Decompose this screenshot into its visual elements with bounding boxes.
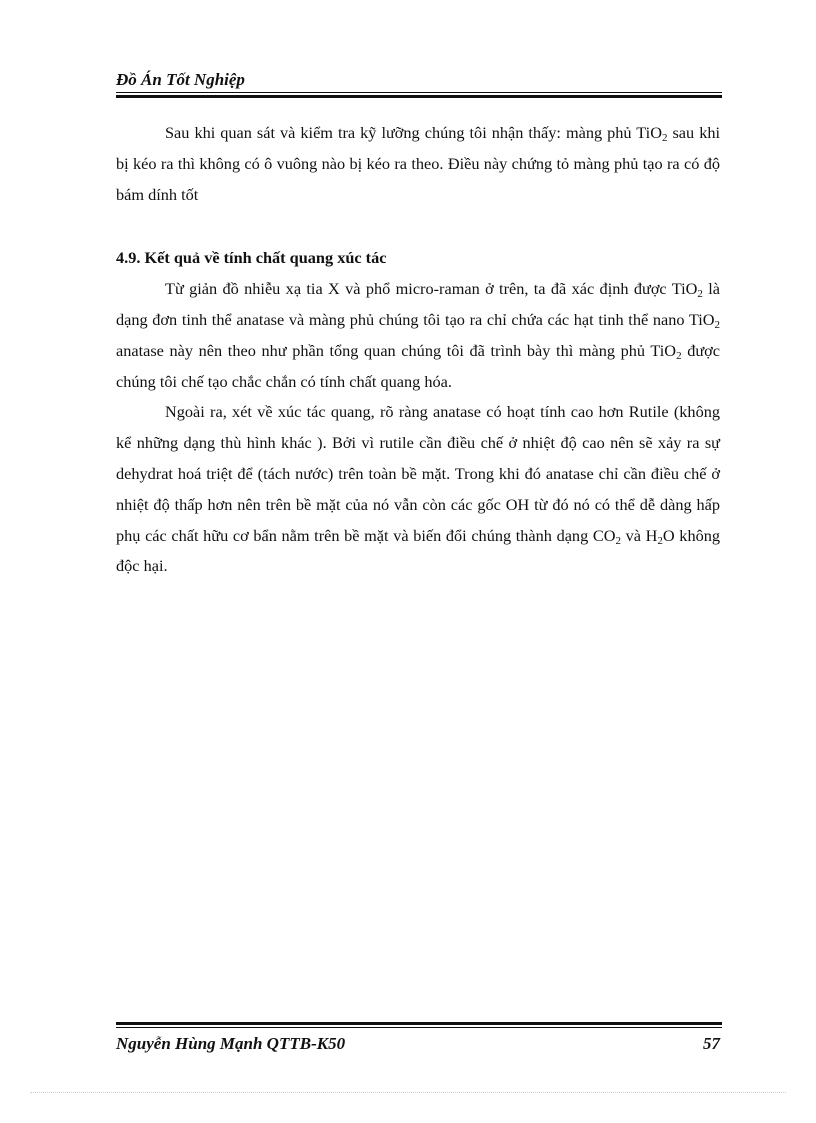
header-rule-bottom — [116, 95, 722, 98]
text-run: O không độc hại. — [116, 525, 721, 576]
text-run: anatase này nên theo như phần tổng quan chúng tôi đã trình bày thì màng phủ TiO — [116, 340, 677, 360]
page-body — [116, 118, 720, 582]
subscript: 2 — [697, 288, 703, 301]
section-heading: 4.9. Kết quả về tính chất quang xúc tác — [116, 248, 387, 268]
footer-rule-bottom — [116, 1027, 722, 1028]
paragraph-adhesion — [116, 118, 720, 210]
text-run: Ngoài ra, xét về xúc tác quang, rõ ràng anatase có hoạt tính cao hơn Rutile (không kể những dạng thù hình khác ). Bởi vì rutile cần điều chế ở nhiệt độ cao nên sẽ xảy ra sự dehydrat hoá triệt để (tách nước) trên toàn bề mặt. Trong khi đó anatase chỉ cần điều chế ở nhiệt độ thấp hơn nên trên bề mặt của nó vẫn còn các gốc OH từ đó nó có thể dễ dàng hấp phụ các chất hữu cơ bẩn nằm trên bề mặt và biến đổi chúng thành dạng CO — [116, 402, 720, 545]
text-run: được chúng tôi chế tạo chắc chắn có tính chất quang hóa. — [116, 340, 721, 391]
footer-author: Nguyễn Hùng Mạnh QTTB-K50 — [116, 1034, 346, 1053]
footer-rule-top — [116, 1022, 722, 1025]
subscript: 2 — [657, 534, 663, 547]
subscript: 2 — [676, 349, 682, 362]
subscript: 2 — [615, 534, 621, 547]
header-rule-top — [116, 92, 722, 93]
page-bottom-divider — [30, 1092, 786, 1093]
text-run: Từ giản đồ nhiễu xạ tia X và phổ micro-raman ở trên, ta đã xác định được TiO — [165, 279, 698, 299]
text-run: Sau khi quan sát và kiểm tra kỹ lưỡng chúng tôi nhận thấy: màng phủ TiO — [165, 123, 662, 142]
text-run: và H — [620, 525, 658, 545]
text-run: sau khi bị kéo ra thì không có ô vuông nào bị kéo ra theo. Điều này chứng tỏ màng phủ tạo ra có độ bám dính tốt — [116, 123, 720, 204]
page-number: 57 — [703, 1034, 720, 1053]
subscript: 2 — [714, 318, 720, 331]
spacer — [116, 210, 720, 243]
text-run: là dạng đơn tinh thể anatase và màng phủ chúng tôi tạo ra chỉ chứa các hạt tinh thể nano TiO — [116, 279, 720, 329]
paragraph-photocatalysis — [116, 397, 720, 582]
subscript: 2 — [661, 132, 668, 144]
paragraph-xrd — [116, 274, 720, 397]
page-header-title: Đồ Án Tốt Nghiệp — [116, 70, 245, 89]
